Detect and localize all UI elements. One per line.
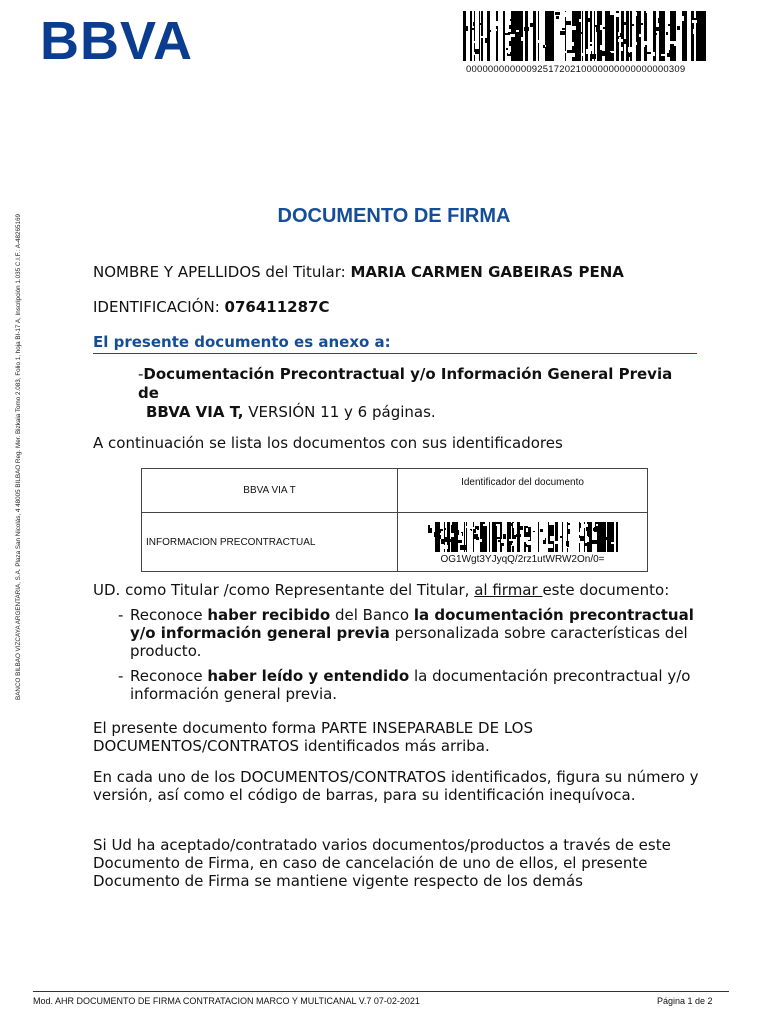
paragraph-inseparable: El presente documento forma PARTE INSEPARABLE DE LOS DOCUMENTOS/CONTRATOS identificados más arriba. [93, 719, 533, 755]
barcode-module [546, 45, 549, 49]
barcode-module [509, 41, 511, 46]
barcode-module [667, 53, 670, 57]
barcode-module [485, 38, 489, 43]
barcode-module [595, 25, 597, 27]
barcode-module [669, 50, 674, 53]
barcode-module [550, 536, 555, 541]
barcode-module [555, 541, 559, 544]
barcode-module [443, 545, 448, 549]
barcode-module [611, 542, 615, 544]
barcode-module [658, 18, 661, 20]
barcode-module [508, 11, 511, 14]
holder-id-label: IDENTIFICACIÓN: [93, 298, 220, 316]
barcode-bar [699, 11, 702, 61]
table-header-row [142, 469, 648, 513]
barcode-module [528, 13, 531, 16]
annexed-doc-name-1: Documentación Precontractual y/o Información General Previa de [138, 365, 673, 402]
barcode-module [566, 21, 571, 25]
barcode-module [470, 15, 472, 18]
barcode-module [655, 33, 657, 35]
barcode-module [575, 532, 580, 535]
barcode-module [571, 543, 576, 546]
barcode-module [483, 524, 488, 526]
barcode-bar [538, 11, 539, 61]
barcode-module [646, 11, 649, 13]
barcode-module [585, 537, 589, 542]
barcode-module [548, 527, 551, 530]
bullet1-text-1: Reconoce [130, 606, 208, 624]
barcode-module [637, 21, 641, 26]
barcode-module [480, 36, 484, 38]
barcode-module [549, 522, 554, 525]
barcode-bar [509, 522, 511, 552]
barcode-module [457, 540, 462, 543]
barcode-module [668, 24, 671, 26]
barcode-module [510, 19, 512, 21]
barcode-bar [521, 11, 523, 61]
barcode-bar [702, 11, 703, 61]
barcode-module [428, 525, 430, 530]
barcode-module [441, 539, 444, 544]
barcode-bar [549, 11, 550, 61]
bullet1-text-3: personalizada sobre características del producto. [130, 624, 688, 660]
barcode-module [607, 533, 609, 536]
barcode-module [454, 540, 456, 542]
barcode-module [488, 30, 491, 32]
barcode-module [505, 50, 508, 53]
barcode-module [632, 12, 637, 16]
barcode-module [674, 41, 679, 46]
barcode-module [632, 24, 634, 26]
holder-name-line [93, 263, 624, 281]
barcode-bar [636, 11, 637, 61]
barcode-module [473, 22, 475, 26]
barcode-module [509, 539, 514, 541]
table-cell-identifier [398, 513, 648, 572]
barcode-bar [555, 522, 556, 552]
barcode-module [629, 48, 633, 51]
barcode-module [586, 527, 591, 531]
barcode-module [438, 529, 443, 531]
barcode-module [525, 526, 528, 528]
barcode-module [521, 37, 525, 41]
barcode-module [484, 535, 487, 539]
barcode-module [470, 527, 474, 529]
barcode-bar [703, 11, 704, 61]
barcode-bar [470, 11, 472, 61]
barcode-bar [612, 522, 614, 552]
barcode-module [493, 11, 495, 13]
annexed-doc-name-2: BBVA VIA T, [146, 403, 244, 421]
table-header-identifier: Identificador del documento [398, 469, 648, 513]
barcode-module [580, 528, 584, 532]
holder-name-label: NOMBRE Y APELLIDOS del Titular: [93, 263, 346, 281]
barcode-module [572, 48, 577, 53]
barcode-module [662, 18, 664, 22]
barcode-module [588, 46, 593, 51]
barcode-module [523, 538, 525, 542]
barcode-bar [533, 11, 534, 61]
barcode-module [550, 33, 552, 38]
barcode-module [661, 54, 665, 56]
barcode-module [594, 527, 599, 532]
bullet2-text-2: la documentación precontractual y/o información general previa. [130, 667, 691, 703]
bullet2-text-1: Reconoce [130, 667, 208, 685]
declaration-bullet-2 [118, 667, 698, 703]
barcode-module [450, 539, 453, 542]
barcode-bar [556, 522, 558, 552]
barcode-module [483, 20, 487, 22]
barcode-bar [518, 11, 521, 61]
barcode-module [560, 49, 564, 51]
barcode-module [656, 27, 659, 31]
barcode-module [526, 541, 531, 544]
barcode-bar [500, 522, 502, 552]
table-header-product: BBVA VIA T [142, 469, 398, 513]
barcode-module [618, 32, 620, 36]
barcode-bar [626, 11, 629, 61]
barcode-module [509, 25, 511, 29]
barcode-bar [534, 11, 536, 61]
barcode-module [531, 527, 535, 531]
barcode-module [475, 49, 480, 54]
barcode-module [472, 28, 475, 30]
barcode-module [473, 41, 475, 43]
barcode-module [526, 528, 528, 532]
barcode-bar [696, 11, 699, 61]
barcode-module [620, 47, 623, 51]
barcode-bar [600, 522, 603, 552]
bullet1-bold-1: haber recibido [207, 606, 331, 624]
barcode-module [508, 541, 510, 544]
bullet1-text-2: del Banco [330, 606, 414, 624]
barcode-module [503, 534, 506, 539]
barcode-module [602, 51, 606, 56]
barcode-module [548, 544, 553, 548]
barcode-module [600, 45, 604, 50]
barcode-bar [527, 11, 528, 61]
barcode-bar [503, 11, 505, 61]
barcode-bar [692, 11, 694, 61]
barcode-module [566, 541, 569, 546]
barcode-module [450, 533, 454, 537]
barcode-module [460, 545, 465, 550]
barcode-module [530, 23, 534, 27]
barcode-module [480, 23, 482, 25]
barcode-module [592, 54, 596, 59]
barcode-module [469, 530, 471, 532]
barcode-module [522, 544, 524, 547]
barcode-module [659, 35, 661, 39]
barcode-bar [494, 522, 497, 552]
barcode-module [494, 21, 499, 26]
barcode-module [633, 42, 637, 45]
barcode-module [562, 28, 565, 30]
barcode-module [504, 33, 508, 35]
barcode-module [475, 526, 477, 529]
barcode-module [480, 539, 482, 542]
barcode-bar [487, 11, 490, 61]
barcode-module [558, 524, 562, 526]
bullet-dash: - [118, 667, 124, 685]
barcode-bar [489, 522, 490, 552]
barcode-module [692, 20, 697, 23]
barcode-module [588, 42, 592, 44]
holder-id-line [93, 298, 330, 316]
annexed-doc-version: VERSIÓN 11 y 6 páginas. [243, 403, 436, 421]
barcode-module [618, 39, 623, 42]
barcode-module [457, 530, 459, 535]
barcode-module [522, 522, 527, 526]
barcode-bar [525, 11, 527, 61]
barcode-bar [456, 522, 458, 552]
barcode-module [474, 534, 478, 539]
barcode-module [505, 22, 508, 27]
declaration-bullet-1 [118, 606, 698, 660]
barcode-module [568, 523, 570, 525]
barcode-module [596, 27, 599, 32]
barcode-bar [578, 11, 581, 61]
barcode-module [484, 542, 486, 546]
annexed-document [138, 365, 698, 422]
barcode-top [463, 11, 706, 61]
barcode-module [592, 540, 597, 544]
barcode-bar [463, 11, 466, 61]
barcode-bar [565, 11, 566, 61]
barcode-module [572, 53, 575, 57]
barcode-module [586, 18, 590, 22]
barcode-module [493, 29, 497, 31]
barcode-module [518, 526, 523, 530]
barcode-module [465, 545, 467, 550]
side-legal-text: BANCO BILBAO VIZCAYA ARGENTARIA, S.A. Plaza San Nicolás, 4 48005 BILBAO Reg. Mer. Bizkaia Tomo 2.083, Folio 1, hoja BI-17 A, Inscripción 1.035 C.I.F.: A-48265169 [15, 213, 22, 700]
barcode-module [498, 40, 500, 43]
bullet2-bold-1: haber leído y entendido [207, 667, 410, 685]
barcode-module [556, 16, 559, 19]
barcode-bar [637, 11, 638, 61]
barcode-module [474, 529, 476, 533]
barcode-module [512, 543, 517, 546]
document-barcode [428, 522, 618, 552]
barcode-bar [704, 11, 706, 61]
barcode-module [444, 528, 446, 530]
barcode-bar [686, 11, 687, 61]
barcode-bar [492, 522, 494, 552]
barcode-module [600, 25, 602, 30]
barcode-bar [515, 11, 518, 61]
barcode-bar [473, 522, 474, 552]
barcode-module [563, 12, 566, 17]
barcode-bar [673, 11, 676, 61]
barcode-module [567, 50, 572, 53]
barcode-module [669, 41, 674, 44]
barcode-module [506, 48, 508, 50]
barcode-module [629, 53, 632, 57]
barcode-module [543, 538, 545, 540]
barcode-bar [600, 11, 602, 61]
paragraph-identification: En cada uno de los DOCUMENTOS/CONTRATOS identificados, figura su número y versión, así como el código de barras, para su identificación inequívoca. [93, 768, 699, 804]
barcode-bar [508, 522, 509, 552]
barcode-bar [538, 522, 539, 552]
bbva-logo: BBVA [40, 11, 194, 71]
barcode-module [608, 39, 613, 41]
barcode-module [637, 28, 639, 30]
barcode-module [677, 26, 680, 30]
barcode-bar [496, 11, 498, 61]
barcode-number: 0000000000009251720210000000000000000309 [466, 64, 686, 75]
barcode-module [666, 32, 668, 35]
barcode-module [605, 537, 609, 540]
declaration-intro-text: UD. como Titular /como Representante del Titular, [93, 581, 475, 599]
barcode-module [555, 12, 560, 15]
barcode-module [623, 39, 628, 44]
barcode-module [626, 29, 628, 33]
barcode-module [501, 43, 503, 45]
barcode-module [610, 11, 615, 15]
holder-id-value: 076411287C [224, 298, 330, 316]
bullet1-bold-2: la documentación precontractual y/o información general previa [130, 606, 694, 642]
barcode-bar [594, 11, 595, 61]
barcode-bar [610, 522, 612, 552]
footer-divider [33, 991, 729, 992]
barcode-module [528, 31, 530, 35]
barcode-bar [597, 11, 600, 61]
barcode-module [538, 40, 543, 43]
barcode-bar [603, 522, 604, 552]
declaration-intro-underlined: al firmar [474, 581, 543, 599]
barcode-module [597, 13, 599, 16]
barcode-bar [577, 11, 578, 61]
barcode-bar [483, 522, 484, 552]
declaration-intro [93, 581, 669, 599]
barcode-module [647, 52, 651, 54]
barcode-module [609, 52, 611, 56]
barcode-module [524, 27, 529, 31]
footer-model: Mod. AHR DOCUMENTO DE FIRMA CONTRATACION MARCO Y MULTICANAL V.7 07-02-2021 [33, 996, 420, 1006]
barcode-module [560, 31, 565, 35]
barcode-module [573, 17, 577, 22]
annex-heading: El presente documento es anexo a: [93, 333, 697, 354]
barcode-module [497, 537, 500, 539]
barcode-bar [552, 11, 554, 61]
barcode-module [600, 534, 605, 536]
barcode-module [642, 44, 645, 47]
barcode-module [571, 26, 576, 30]
annexed-dash: - [138, 365, 144, 383]
page-number: Página 1 de 2 [657, 996, 713, 1006]
document-identifiers-table [141, 468, 648, 572]
barcode-module [516, 534, 521, 537]
barcode-module [436, 535, 441, 539]
barcode-module [568, 535, 573, 540]
barcode-bar [545, 11, 547, 61]
barcode-module [568, 529, 570, 534]
barcode-module [579, 19, 581, 22]
barcode-module [497, 522, 502, 524]
barcode-module [580, 536, 585, 541]
barcode-bar [670, 11, 672, 61]
holder-name-value: MARIA CARMEN GABEIRAS PENA [350, 263, 624, 281]
bullet-dash: - [118, 606, 124, 624]
barcode-module [540, 529, 543, 532]
barcode-module [622, 22, 627, 25]
barcode-module [644, 35, 647, 37]
barcode-module [568, 27, 570, 31]
barcode-module [445, 537, 450, 542]
barcode-bar [547, 11, 549, 61]
barcode-module [508, 50, 510, 54]
table-cell-doc-name: INFORMACION PRECONTRACTUAL [142, 513, 398, 572]
barcode-module [577, 32, 582, 34]
barcode-module [633, 18, 636, 23]
barcode-module [560, 536, 563, 538]
barcode-bar [612, 11, 614, 61]
barcode-module [560, 540, 562, 543]
barcode-module [584, 543, 587, 546]
barcode-module [502, 539, 505, 542]
identifier-code: OG1Wgt3YJyqQ/2rz1utWRW2On/0= [440, 553, 605, 565]
page-title: DOCUMENTO DE FIRMA [277, 205, 511, 227]
barcode-bar [661, 11, 662, 61]
barcode-bar [672, 11, 673, 61]
barcode-module [682, 16, 684, 21]
barcode-bar [507, 522, 508, 552]
barcode-module [466, 26, 468, 31]
barcode-module [639, 34, 643, 37]
barcode-module [450, 522, 452, 525]
barcode-module [596, 524, 598, 526]
barcode-module [477, 526, 479, 530]
barcode-bar [454, 522, 456, 552]
barcode-module [570, 42, 574, 46]
barcode-module [528, 522, 533, 527]
barcode-module [693, 29, 695, 34]
barcode-module [514, 535, 516, 539]
barcode-module [603, 27, 608, 29]
barcode-bar [589, 522, 592, 552]
barcode-module [466, 526, 469, 528]
barcode-module [513, 523, 516, 528]
barcode-module [526, 532, 531, 537]
barcode-bar [480, 522, 483, 552]
barcode-module [579, 523, 581, 528]
barcode-bar [616, 522, 618, 552]
list-intro: A continuación se lista los documentos con sus identificadores [93, 434, 563, 452]
table-row [142, 513, 648, 572]
declaration-intro-end: este documento: [542, 581, 670, 599]
barcode-module [510, 34, 515, 37]
paragraph-cancellation: Si Ud ha aceptado/contratado varios documentos/productos a través de este Documento de Firma, en caso de cancelación de uno de ellos, el presente Documento de Firma se mantiene vigente respecto de los demás [93, 836, 671, 890]
barcode-module [516, 30, 519, 32]
barcode-module [458, 536, 463, 540]
barcode-module [496, 524, 499, 526]
barcode-bar [691, 11, 692, 61]
barcode-module [581, 53, 585, 56]
barcode-module [527, 537, 530, 540]
